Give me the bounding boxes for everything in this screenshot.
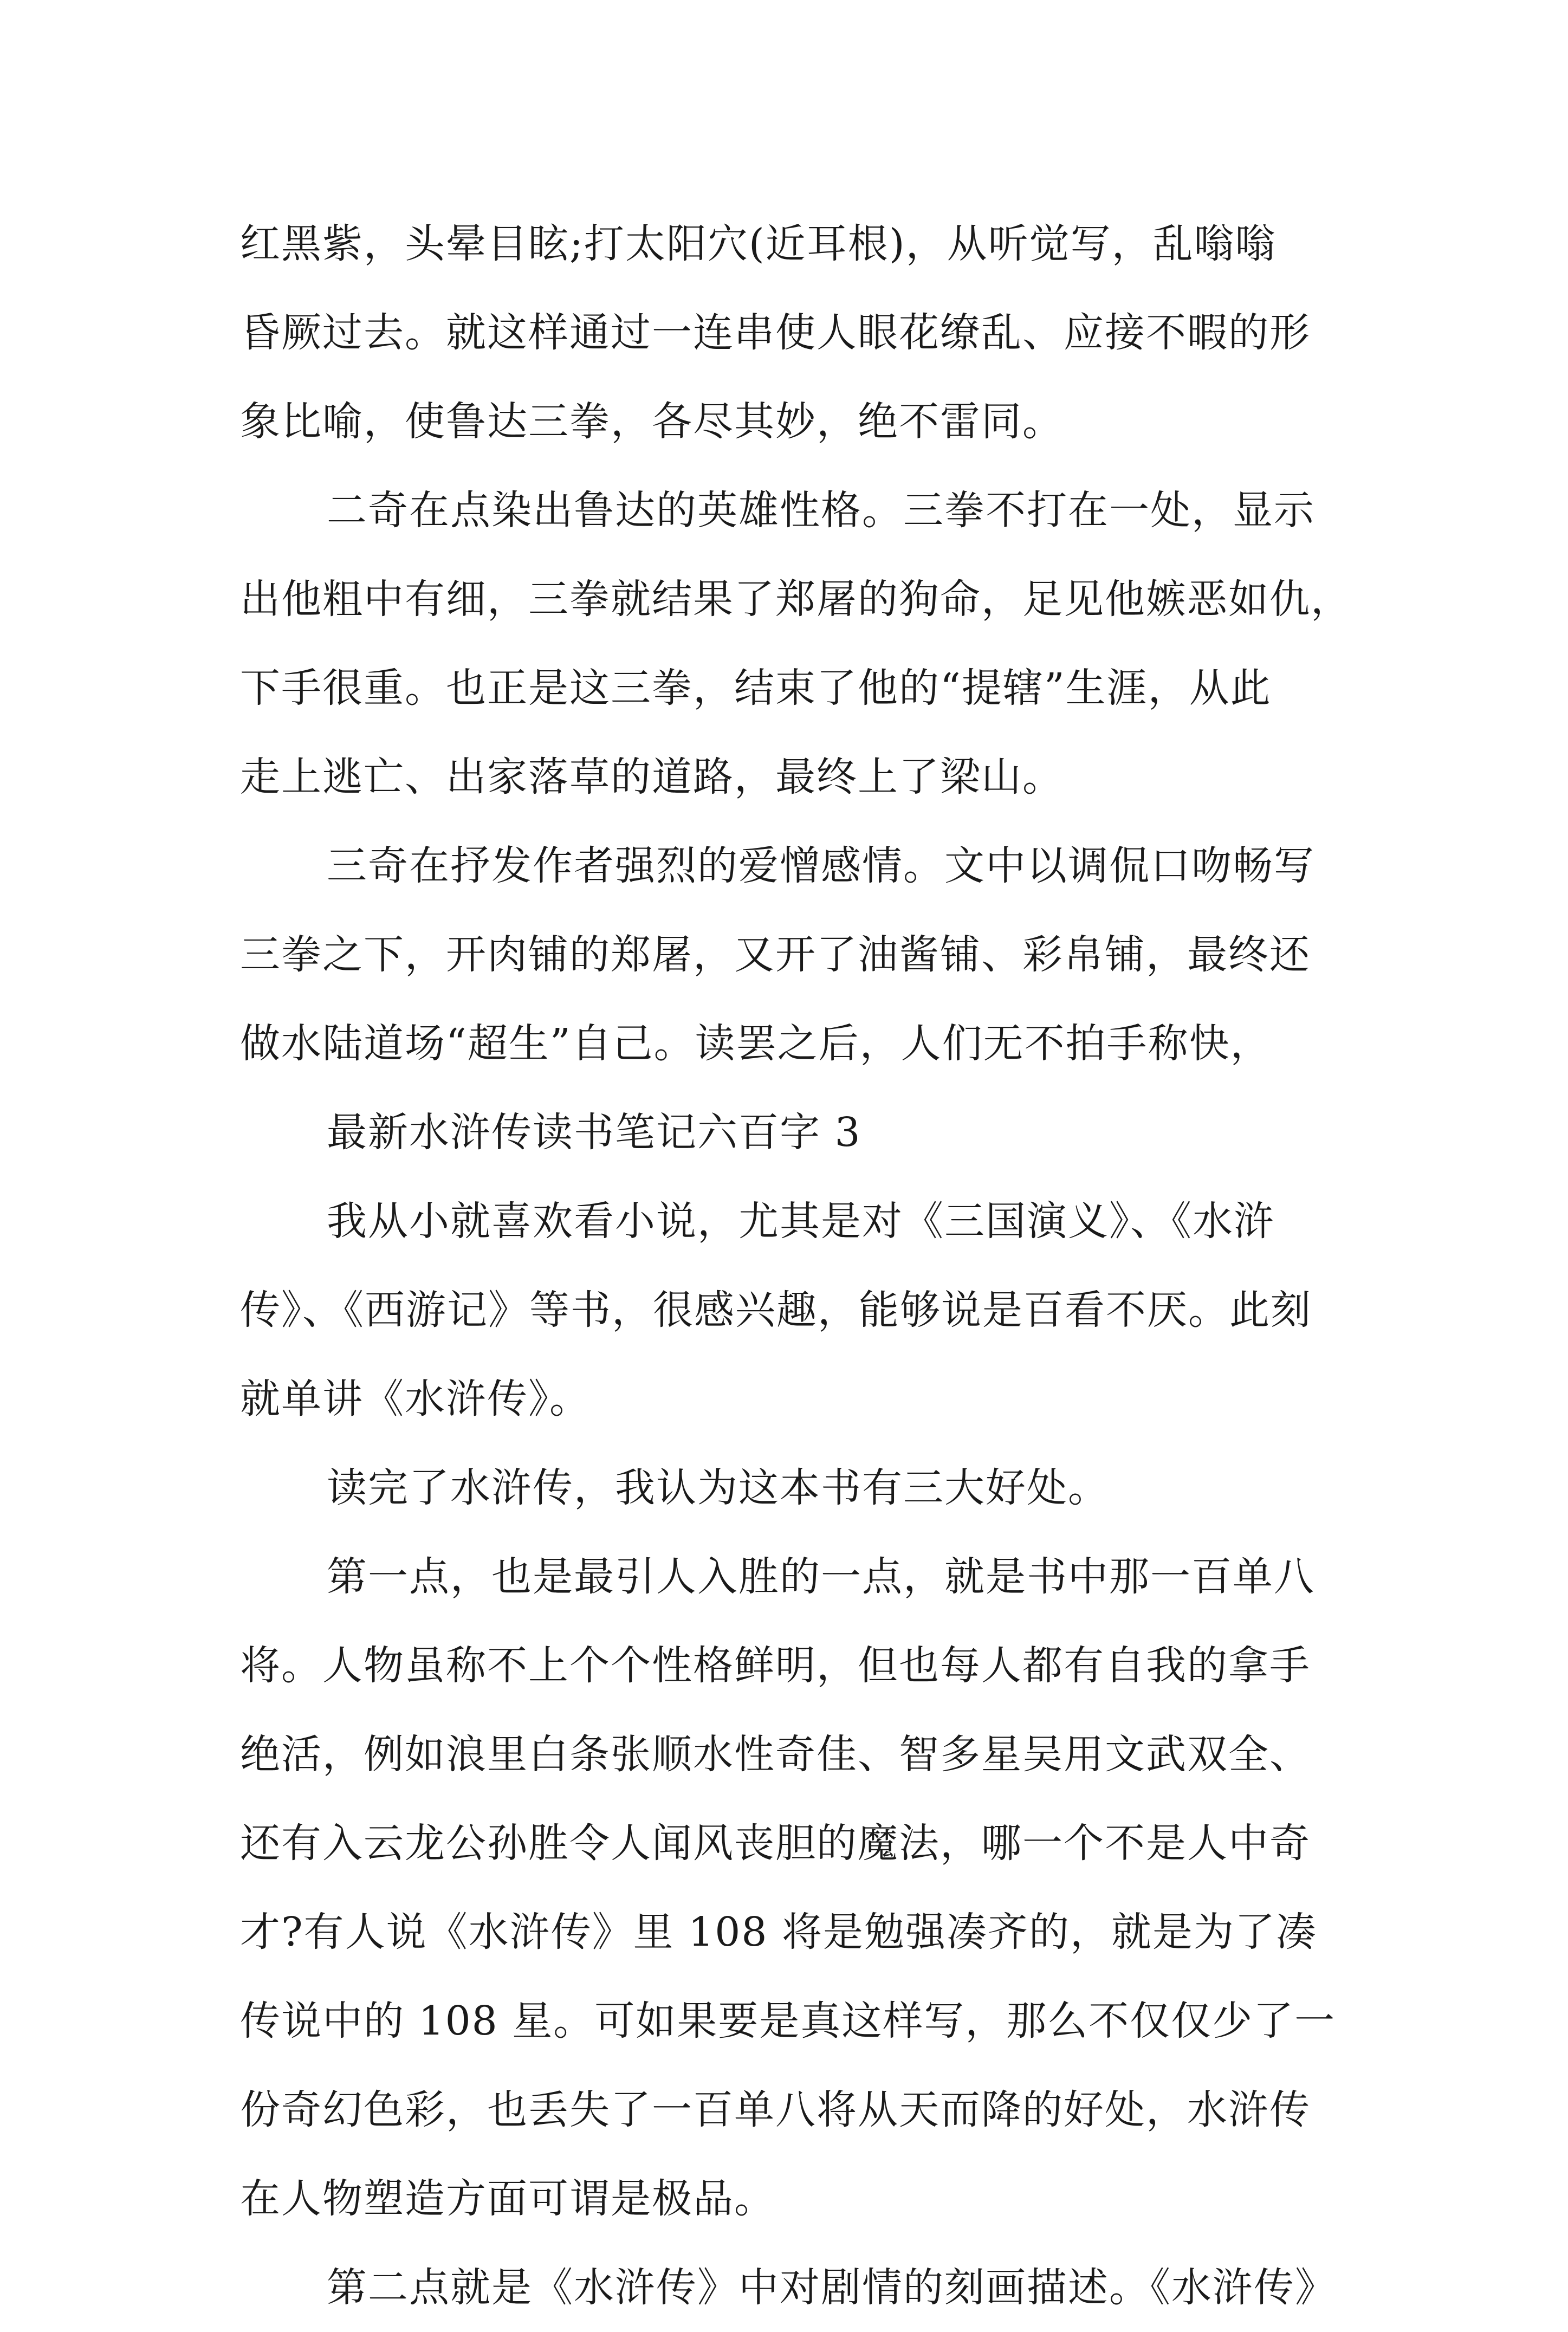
paragraph-start-line: 我从小就喜欢看小说，尤其是对《三国演义》、《水浒 <box>327 1198 1275 1245</box>
text-line: 在人物塑造方面可谓是极品。 <box>240 2175 775 2222</box>
paragraph-start-line: 三奇在抒发作者强烈的爱憎感情。文中以调侃口吻畅写 <box>327 843 1315 889</box>
text-line: 就单讲《水浒传》。 <box>240 1376 591 1422</box>
text-line: 才?有人说《水浒传》里 108 将是勉强凑齐的，就是为了凑 <box>240 1909 1317 1955</box>
text-line: 走上逃亡、出家落草的道路，最终上了梁山。 <box>240 754 1064 800</box>
text-line: 做水陆道场“超生”自己。读罢之后，人们无不拍手称快， <box>240 1020 1272 1067</box>
text-line: 份奇幻色彩，也丢失了一百单八将从天而降的好处，水浒传 <box>240 2087 1311 2133</box>
section-heading: 最新水浒传读书笔记六百字 3 <box>327 1109 861 1156</box>
text-line: 传》、《西游记》等书，很感兴趣，能够说是百看不厌。此刻 <box>240 1287 1312 1333</box>
body-text <box>240 199 1356 2332</box>
paragraph-start-line: 二奇在点染出鲁达的英雄性格。三拳不打在一处，显示 <box>327 487 1315 534</box>
text-line: 三拳之下，开肉铺的郑屠，又开了油酱铺、彩帛铺，最终还 <box>240 931 1311 978</box>
text-line: 绝活，例如浪里白条张顺水性奇佳、智多星吴用文武双全、 <box>240 1731 1311 1778</box>
paragraph-start-line: 第一点，也是最引人入胜的一点，就是书中那一百单八 <box>327 1553 1315 1600</box>
text-line: 红黑紫，头晕目眩;打太阳穴(近耳根)，从听觉写，乱嗡嗡 <box>240 221 1277 267</box>
text-line: 象比喻，使鲁达三拳，各尽其妙，绝不雷同。 <box>240 398 1064 445</box>
text-line: 出他粗中有细，三拳就结果了郑屠的狗命，足见他嫉恶如仇， <box>240 576 1352 623</box>
text-line: 昏厥过去。就这样通过一连串使人眼花缭乱、应接不暇的形 <box>240 309 1311 356</box>
paragraph-start-line: 第二点就是《水浒传》中对剧情的刻画描述。《水浒传》 <box>327 2264 1336 2311</box>
text-line: 将。人物虽称不上个个性格鲜明，但也每人都有自我的拿手 <box>240 1642 1311 1689</box>
text-line: 传说中的 108 星。可如果要是真这样写，那么不仅仅少了一 <box>240 1998 1336 2044</box>
text-line: 下手很重。也正是这三拳，结束了他的“提辖”生涯，从此 <box>240 665 1272 711</box>
paragraph-start-line: 读完了水浒传，我认为这本书有三大好处。 <box>327 1465 1109 1511</box>
text-line: 还有入云龙公孙胜令人闻风丧胆的魔法，哪一个不是人中奇 <box>240 1820 1311 1867</box>
